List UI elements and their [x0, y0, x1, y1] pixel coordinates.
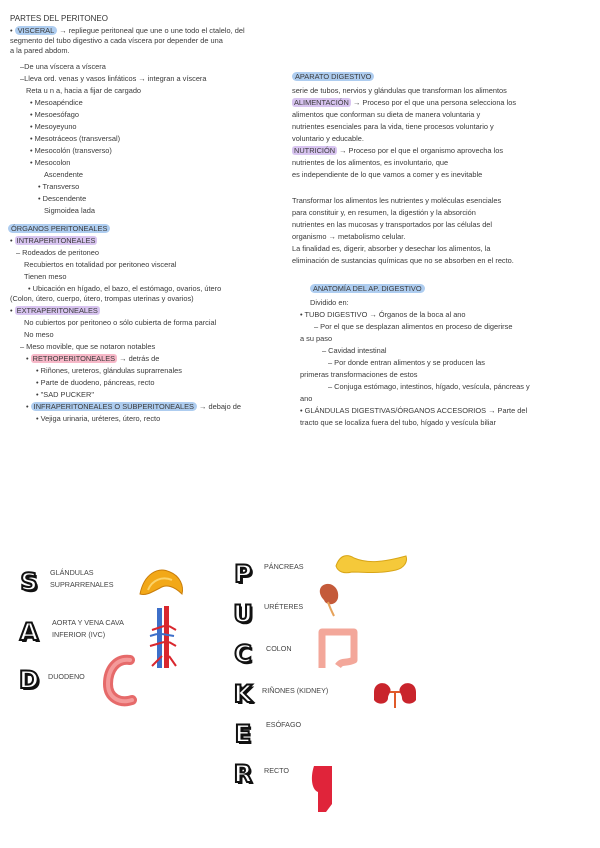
para-line: La finalidad es, digerir, absorber y desechar los alimentos, la — [292, 244, 491, 253]
label-suprarrenales: SUPRARRENALES — [50, 580, 114, 589]
alimentacion-line: ALIMENTACIÓN → Proceso por el que una persona selecciona los — [294, 98, 517, 107]
meso-list-item: • Transverso — [38, 182, 80, 191]
letter-c: C — [234, 640, 252, 668]
retro-line: • Parte de duodeno, páncreas, recto — [36, 378, 155, 387]
retro-line: • Riñones, ureteros, glándulas suprarrenales — [36, 366, 182, 375]
nutricion-line: nutrientes de los alimentos, es involuntario, que — [292, 158, 449, 167]
anatomia-line: a su paso — [300, 334, 333, 343]
letter-d: D — [19, 666, 39, 694]
label-recto: RECTO — [264, 766, 290, 775]
letter-k: K — [233, 680, 253, 708]
letter-u: U — [233, 600, 253, 628]
letter-p: P — [234, 560, 252, 588]
kidneys-icon — [370, 678, 420, 710]
para-line: eliminación de sustancias químicas que no se absorben en el recto. — [292, 256, 514, 265]
para-line: nutrientes en las mucosas y transportados por las células del — [292, 220, 493, 229]
extra-title: • EXTRAPERITONEALES — [10, 306, 98, 315]
alimentacion-line: voluntario y educable. — [292, 134, 364, 143]
intro-line-2: segmento del tubo digestivo a cada víscera por depender de una — [10, 36, 223, 45]
intra-line: – Rodeados de peritoneo — [16, 248, 100, 257]
extra-line: No cubiertos por peritoneo o sólo cubierta de forma parcial — [24, 318, 217, 327]
intra-line: Tienen meso — [24, 272, 67, 281]
pancreas-icon — [334, 550, 410, 576]
rectum-icon — [308, 764, 336, 814]
letter-r: R — [233, 760, 253, 788]
meso-list-item: Ascendente — [44, 170, 84, 179]
intro-line-3: a la pared abdom. — [10, 46, 70, 55]
meso-list-item: • Mesocolon — [30, 158, 71, 167]
retro-title: • RETROPERITONEALES → detrás de — [26, 354, 160, 363]
label-glandulas: GLÁNDULAS — [50, 568, 94, 577]
label-esofago: ESÓFAGO — [266, 720, 302, 729]
extra-line: – Meso movible, que se notaron notables — [20, 342, 156, 351]
letter-s: S — [20, 568, 38, 596]
para-line: Transformar los alimentos les nutrientes y moléculas esenciales — [292, 196, 502, 205]
intra-line: Recubiertos en totalidad por peritoneo visceral — [24, 260, 177, 269]
intra-line: (Colon, útero, cuerpo, útero, trompas uterinas y ovarios) — [10, 294, 194, 303]
anatomia-line: Dividido en: — [310, 298, 349, 307]
intra-title: • INTRAPERITONEALES — [10, 236, 96, 245]
meso-line: Reta u n a, hacia a fijar de cargado — [26, 86, 142, 95]
aorta-vena-cava-icon — [148, 606, 178, 670]
visceral-highlight: VISCERAL — [15, 26, 58, 35]
intro-line-1: • VISCERAL → repliegue peritoneal que une o une todo el ctalelo, del — [10, 26, 245, 35]
anatomia-line: – Conjuga estómago, intestinos, hígado, vesícula, páncreas y — [328, 382, 530, 391]
colon-icon — [316, 626, 360, 670]
infra-line: • Vejiga urinaria, uréteres, útero, recto — [36, 414, 161, 423]
aparato-intro: serie de tubos, nervios y glándulas que transforman los alimentos — [292, 86, 507, 95]
duodenum-icon — [100, 654, 150, 708]
anatomia-line: ano — [300, 394, 313, 403]
meso-line: –Lleva ord. venas y vasos linfáticos → integran a víscera — [20, 74, 207, 83]
meso-list-item: Sigmoidea lada — [44, 206, 95, 215]
meso-list-item: • Mesoesófago — [30, 110, 80, 119]
anatomia-line: • TUBO DIGESTIVO → Órganos de la boca al ano — [300, 310, 466, 319]
ureters-icon — [316, 582, 346, 618]
label-duodeno: DUODENO — [48, 672, 85, 681]
label-aorta: AORTA Y VENA CAVA — [52, 618, 124, 627]
organos-title: ÓRGANOS PERITONEALES — [8, 224, 110, 233]
meso-list-item: • Mesotráceos (transversal) — [30, 134, 121, 143]
anatomia-line: – Por el que se desplazan alimentos en proceso de digerirse — [314, 322, 513, 331]
para-line: para constituir y, en resumen, la digestión y la absorción — [292, 208, 476, 217]
anatomia-line: – Por donde entran alimentos y se producen las — [328, 358, 485, 367]
alimentacion-line: nutrientes esenciales para la vida, tiene procesos voluntario y — [292, 122, 494, 131]
anatomia-line: • GLÁNDULAS DIGESTIVAS/ÓRGANOS ACCESORIOS → Parte del — [300, 406, 528, 415]
alimentacion-line: alimentos que conforman su dieta de manera voluntaria y — [292, 110, 481, 119]
meso-list-item: • Mesoyeyuno — [30, 122, 77, 131]
nutricion-line: es independiente de lo que vamos a comer y es inevitable — [292, 170, 483, 179]
meso-list-item: • Mesoapéndice — [30, 98, 83, 107]
anatomia-line: primeras transformaciones de estos — [300, 370, 418, 379]
intra-line: • Ubicación en hígado, el bazo, el estómago, ovarios, útero — [28, 284, 222, 293]
nutricion-line: NUTRICIÓN → Proceso por el que el organismo aprovecha los — [294, 146, 504, 155]
letter-e: E — [234, 720, 252, 748]
adrenal-gland-icon — [136, 564, 188, 600]
anatomia-line: tracto que se localiza fuera del tubo, hígado y vesícula biliar — [300, 418, 496, 427]
label-ureteres: URÉTERES — [264, 602, 304, 611]
section-title-partes-peritoneo: PARTES DEL PERITONEO — [10, 14, 108, 23]
meso-list-item: • Descendente — [38, 194, 87, 203]
anatomia-line: – Cavidad intestinal — [322, 346, 387, 355]
label-pancreas: PÁNCREAS — [264, 562, 304, 571]
label-colon: COLON — [266, 644, 292, 653]
anatomia-title: ANATOMÍA DEL AP. DIGESTIVO — [310, 284, 425, 293]
infra-title: • INFRAPERITONEALES O SUBPERITONEALES → debajo de — [26, 402, 241, 411]
letter-a: A — [19, 618, 39, 646]
label-ivc: INFERIOR (IVC) — [52, 630, 106, 639]
retro-line: • "SAD PUCKER" — [36, 390, 94, 399]
extra-line: No meso — [24, 330, 54, 339]
meso-line: –De una víscera a víscera — [20, 62, 106, 71]
label-rinones: RIÑONES (KIDNEY) — [262, 686, 329, 695]
aparato-title: APARATO DIGESTIVO — [292, 72, 374, 81]
para-line: organismo → metabolismo celular. — [292, 232, 406, 241]
meso-list-item: • Mesocolón (transverso) — [30, 146, 112, 155]
